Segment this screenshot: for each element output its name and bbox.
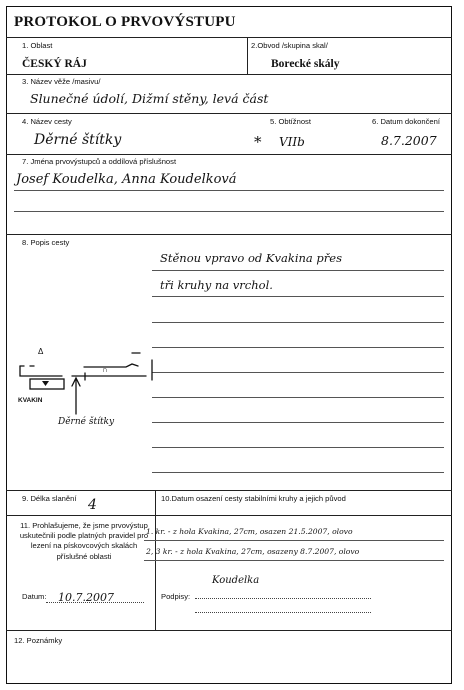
signature-dotted-line-2 [195, 612, 371, 613]
value-description-line1: Stěnou vpravo od Kvakina přes [160, 251, 343, 265]
climbers-line-1 [14, 190, 444, 191]
desc-line-7 [152, 422, 444, 423]
desc-line-5 [152, 372, 444, 373]
rule-tower [6, 113, 452, 114]
label-date: Datum: [22, 592, 47, 601]
desc-line-9 [152, 472, 444, 473]
label-area: 1. Oblast [22, 41, 53, 50]
divider-area [247, 37, 248, 74]
climbers-line-2 [14, 211, 444, 212]
value-rappel: 4 [88, 497, 97, 513]
value-date-completed: 8.7.2007 [381, 133, 437, 148]
rule-title [6, 37, 452, 38]
value-tower: Slunečné údolí, Dižmí stěny, levá část [30, 91, 269, 106]
sketch-summit-mark: Δ [38, 347, 44, 356]
rule-route [6, 154, 452, 155]
sketch-edge-top [84, 364, 138, 367]
value-date: 10.7.2007 [58, 591, 114, 604]
anchor-line-2 [144, 560, 444, 561]
rule-area [6, 74, 452, 75]
label-anchors: 10.Datum osazení cesty stabilními kruhy a jejich původ [161, 494, 346, 503]
rule-climbers [6, 234, 452, 235]
value-anchor-2: 2, 3 kr. - z hola Kvakina, 27cm, osazeny 8.7.2007, olovo [146, 547, 360, 556]
value-climbers: Josef Koudelka, Anna Koudelková [16, 172, 237, 187]
value-description-line2: tři kruhy na vrchol. [160, 278, 273, 292]
value-signature: Koudelka [212, 575, 260, 586]
desc-line-6 [152, 397, 444, 398]
label-notes: 12. Poznámky [14, 636, 63, 645]
value-district: Borecké skály [271, 58, 340, 70]
desc-line-1 [152, 270, 444, 271]
rule-declaration [6, 630, 452, 631]
signature-dotted-line-1 [195, 598, 371, 599]
label-signatures: Podpisy: [161, 592, 191, 601]
label-climbers: 7. Jména prvovýstupců a oddílová příslušnost [22, 157, 177, 166]
value-area: ČESKÝ RÁJ [22, 58, 87, 70]
rule-description [6, 490, 452, 491]
anchor-line-1 [144, 540, 444, 541]
sketch-route-label: Děrné štítky [58, 417, 115, 427]
value-difficulty-mark: * [254, 133, 262, 151]
desc-line-3 [152, 322, 444, 323]
label-district: 2.Obvod /skupina skal/ [251, 41, 328, 50]
value-route: Děrné štítky [34, 132, 122, 148]
label-description: 8. Popis cesty [22, 238, 70, 247]
value-anchor-1: 1. kr. - z hola Kvakina, 27cm, osazen 21.5.2007, olovo [146, 527, 353, 536]
desc-line-8 [152, 447, 444, 448]
sketch-kvakin-label: KVAKIN [18, 397, 43, 404]
desc-line-2 [152, 296, 444, 297]
sketch-ground-left [20, 366, 62, 376]
form-title: PROTOKOL O PRVOVÝSTUPU [14, 14, 236, 30]
sketch-kvakin-box [30, 379, 64, 389]
sketch-boulder-triangle [42, 381, 49, 386]
label-tower: 3. Název věže /masivu/ [22, 77, 101, 86]
label-difficulty: 5. Obtížnost [270, 117, 311, 126]
sketch-ring-mark: ∩ [102, 365, 108, 374]
label-date-completed: 6. Datum dokončení [372, 117, 440, 126]
route-sketch [14, 342, 154, 446]
rule-rappel [6, 515, 452, 516]
label-declaration: 11. Prohlašujeme, že jsme prvovýstup uskutečnili podle platných pravidel pro lezení na pískovcových skalách příslušné oblasti [19, 521, 149, 561]
label-route: 4. Název cesty [22, 117, 72, 126]
desc-line-4 [152, 347, 444, 348]
value-difficulty: VIIb [279, 135, 305, 149]
label-rappel: 9. Délka slanění [22, 494, 77, 503]
